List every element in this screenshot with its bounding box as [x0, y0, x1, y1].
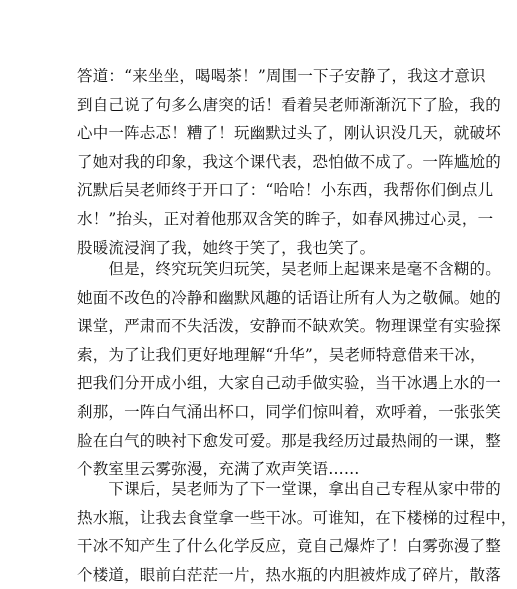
text-line: 沉默后吴老师终于开口了：“哈哈！小东西，我帮你们倒点儿 — [77, 181, 494, 200]
text-line: 了她对我的印象，我这个课代表，恐怕做不成了。一阵尴尬的 — [77, 152, 501, 171]
text-line: 把我们分开成小组，大家自己动手做实验，当干冰遇上水的一 — [77, 374, 501, 393]
text-line: 但是，终究玩笑归玩笑，吴老师上起课来是毫不含糊的。 — [77, 260, 501, 278]
text-line: 到自己说了句多么唐突的话！看着吴老师渐渐沉下了脸，我的 — [77, 95, 501, 114]
paragraph-3 — [77, 475, 517, 589]
text-line: 下课后，吴老师为了下一堂课，拿出自己专程从家中带的 — [77, 480, 501, 498]
text-line: 水！”抬头，正对着他那双含笑的眸子，如春风拂过心灵，一 — [77, 209, 494, 228]
text-line: 热水瓶，让我去食堂拿一些干冰。可谁知，在下楼梯的过程中， — [77, 508, 517, 527]
text-line: 干冰不知产生了什么化学反应，竟自己爆炸了！白雾弥漫了整 — [77, 537, 501, 556]
text-line: 课堂，严肃而不失活泼，安静而不缺欢笑。物理课堂有实验探 — [77, 317, 501, 336]
text-line: 脸在白气的映衬下愈发可爱。那是我经历过最热闹的一课，整 — [77, 431, 501, 450]
text-line: 她面不改色的冷静和幽默风趣的话语让所有人为之敬佩。她的 — [77, 288, 501, 307]
text-line: 个楼道，眼前白茫茫一片，热水瓶的内胆被炸成了碎片，散落 — [77, 565, 501, 584]
paragraph-2 — [77, 255, 501, 484]
text-line: 个教室里云雾弥漫，充满了欢声笑语…… — [77, 460, 360, 479]
text-line: 心中一阵忐忑！糟了！玩幽默过头了，刚认识没几天，就破坏 — [77, 124, 501, 143]
text-line: 索，为了让我们更好地理解“升华”，吴老师特意借来干冰， — [77, 345, 486, 364]
paragraph-1 — [77, 62, 501, 262]
text-line: 股暖流浸润了我，她终于笑了，我也笑了。 — [77, 238, 376, 257]
text-line: 答道：“来坐坐，喝喝茶！”周围一下子安静了，我这才意识 — [77, 67, 486, 85]
text-line: 刹那，一阵白气涌出杯口，同学们惊叫着，欢呼着，一张张笑 — [77, 402, 501, 421]
